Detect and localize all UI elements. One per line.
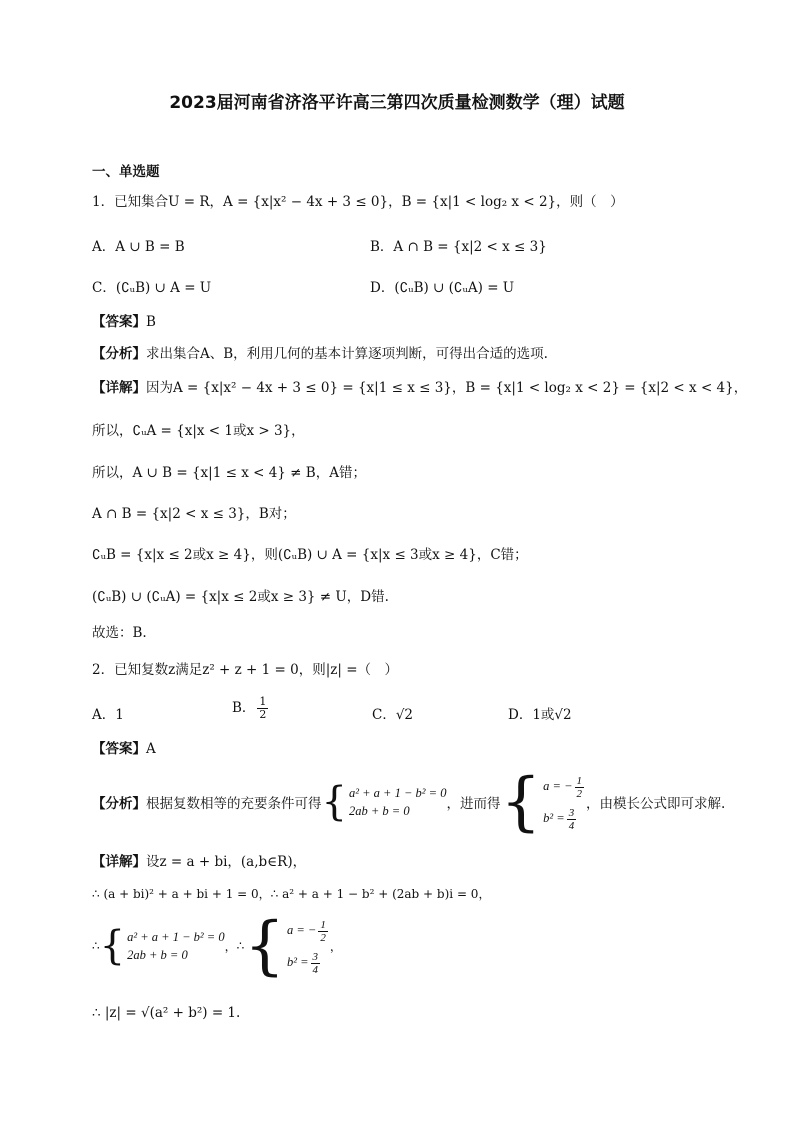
q1-detail-5: ∁ᵤB = {x|x ≤ 2或x ≥ 4}，则(∁ᵤB) ∪ A = {x|x ≤ 3或x ≥ 4}，C错； [92,547,528,563]
q2-option-c: C．√2 [372,707,414,723]
q2-detail-2: ∴ (a + bi)² + a + bi + 1 = 0，∴ a² + a + 1 − b² + (2ab + b)i = 0， [92,887,491,901]
q1-choice: 故选：B. [92,625,147,641]
question-1-stem: 1．已知集合U = R，A = {x|x² − 4x + 3 ≤ 0}，B = {x|1 < log₂ x < 2}，则（ ） [92,194,624,210]
q2-option-a: A．1 [92,707,124,723]
analysis-text: 求出集合A、B，利用几何的基本计算逐项判断，可得出合适的选项. [146,346,548,362]
q1-analysis [92,344,548,364]
equation-system-4: { a = − $\frac{1}{2}$ b² = $\frac{3}{4}$ [244,909,326,983]
detail-text: 因为A = {x|x² − 4x + 3 ≤ 0} = {x|1 ≤ x ≤ 3}，B = {x|1 < log₂ x < 2} = {x|2 < x < 4}， [146,380,748,396]
analysis-tag: 【分析】 [92,796,146,812]
q1-answer [92,312,156,332]
equation-system-2: { a = − $\frac{1}{2}$ b² = $\frac{3}{4}$ [500,765,583,839]
q2-answer [92,739,156,759]
brace: { [244,909,285,983]
q2-detail-1 [92,852,306,872]
analysis-tag: 【分析】 [92,346,146,362]
q2-detail-systems: ∴ { a² + a + 1 − b² = 0 2ab + b = 0 ，∴ { a = − $\frac{1}{2}$ b² = $\frac{3}{4}$ ， [92,909,342,983]
q2-analysis: 【分析】根据复数相等的充要条件可得 { a² + a + 1 − b² = 0 2ab + b = 0 ，进而得 { a = − $\frac{1}{2}$ b² = $\frac{3}{4}$ ，由模长公式即可求解. [92,765,726,839]
q2-option-b: B． $\frac{1}{2}$ [232,695,267,721]
answer-tag: 【答案】 [92,314,146,330]
detail-tag: 【详解】 [92,854,146,870]
brace: { [500,765,542,839]
answer-value: B [146,314,156,330]
q1-option-d: D．(∁ᵤB) ∪ (∁ᵤA) = U [370,280,515,296]
equation-system-3: { a² + a + 1 − b² = 0 2ab + b = 0 [99,923,225,969]
q1-detail-4: A ∩ B = {x|2 < x ≤ 3}，B对； [92,506,296,522]
detail-tag: 【详解】 [92,380,146,396]
fraction: $\frac{1}{2}$ [259,695,267,721]
q2-option-d: D．1或√2 [508,707,572,723]
q1-detail-1 [92,378,747,398]
q1-option-b: B．A ∩ B = {x|2 < x ≤ 3} [370,239,547,255]
q1-detail-6: (∁ᵤB) ∪ (∁ᵤA) = {x|x ≤ 2或x ≥ 3} ≠ U，D错. [92,589,389,605]
brace: { [321,779,347,825]
section-heading: 一、单选题 [92,164,160,180]
analysis-text: 根据复数相等的充要条件可得 [146,796,322,812]
q1-option-c: C．(∁ᵤB) ∪ A = U [92,280,212,296]
answer-tag: 【答案】 [92,741,146,757]
q1-detail-3: 所以，A ∪ B = {x|1 ≤ x < 4} ≠ B，A错； [92,465,366,481]
equation-system-1: { a² + a + 1 − b² = 0 2ab + b = 0 [321,779,447,825]
detail-text: 设z = a + bi，(a,b∈R)， [146,854,307,870]
page-title: 2023届河南省济洛平许高三第四次质量检测数学（理）试题 [169,93,625,113]
answer-value: A [146,741,156,757]
brace: { [99,923,126,969]
question-2-stem: 2．已知复数z满足z² + z + 1 = 0，则|z| =（ ） [92,662,399,678]
q1-option-a: A．A ∪ B = B [92,239,185,255]
q1-detail-2: 所以，∁ᵤA = {x|x < 1或x > 3}， [92,423,305,439]
q2-detail-final: ∴ |z| = √(a² + b²) = 1. [92,1005,241,1021]
